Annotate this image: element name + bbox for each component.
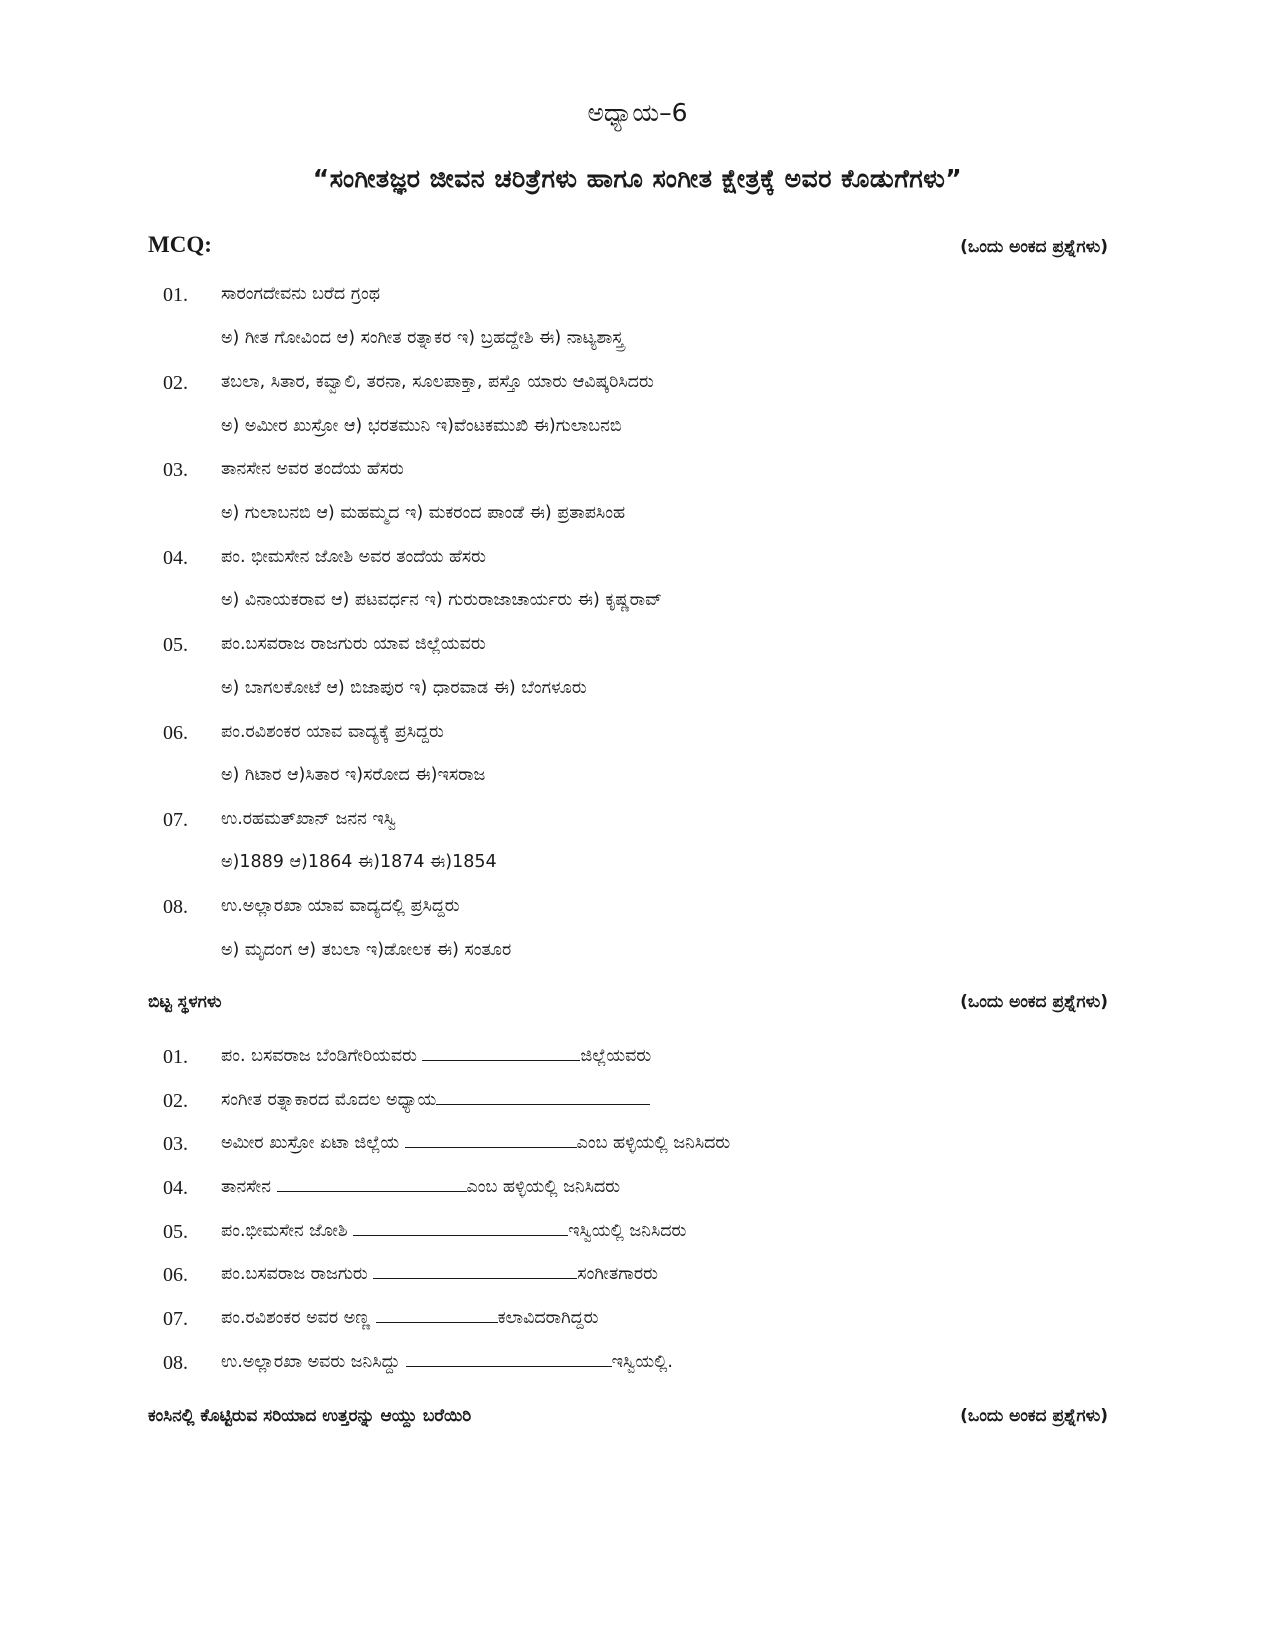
question-text: ಸಾರಂಗದೇವನು ಬರೆದ ಗ್ರಂಥ — [221, 284, 381, 304]
question-text-after: ಎಂಬ ಹಳ್ಳಿಯಲ್ಲಿ ಜನಿಸಿದರು — [466, 1177, 621, 1197]
question-number: 03. — [163, 1133, 188, 1155]
question-number: 06. — [163, 722, 188, 744]
mcq-options: ಅ) ಮೃದಂಗ ಆ) ತಬಲಾ ಇ)ಡೋಲಕ ಈ) ಸಂತೂರ — [221, 940, 512, 960]
mcq-heading: MCQ: — [148, 232, 212, 257]
question-text: ಪಂ.ಬಸವರಾಜ ರಾಜಗುರು — [221, 1264, 374, 1284]
mcq-options: ಅ)1889 ಆ)1864 ಈ)1874 ಈ)1854 — [221, 852, 497, 872]
bracket-marks-note: (ಒಂದು ಅಂಕದ ಪ್ರಶ್ನೆಗಳು) — [960, 1406, 1108, 1426]
question-number: 07. — [163, 809, 188, 831]
question-number: 02. — [163, 1090, 188, 1112]
answer-blank[interactable] — [373, 1264, 577, 1279]
question-number: 03. — [163, 459, 188, 481]
question-text-after: ಎಂಬ ಹಳ್ಳಿಯಲ್ಲಿ ಜನಿಸಿದರು — [576, 1133, 731, 1153]
question-text: ಪಂ. ಭೀಮಸೇನ ಜೋಶಿ ಅವರ ತಂದೆಯ ಹೆಸರು — [221, 547, 486, 567]
question-text-after: ಕಲಾವಿದರಾಗಿದ್ದರು — [497, 1308, 599, 1328]
question-text: ಉ.ಅಲ್ಲಾರಖಾ ಯಾವ ವಾದ್ಯದಲ್ಲಿ ಪ್ರಸಿದ್ದರು — [221, 896, 460, 916]
question-number: 04. — [163, 547, 188, 569]
mcq-options: ಅ) ವಿನಾಯಕರಾವ ಆ) ಪಟವರ್ಧನ ಇ) ಗುರುರಾಜಾಚಾರ್ಯರು ಈ) ಕೃಷ್ಣರಾವ್ — [221, 590, 662, 610]
bracket-heading: ಕಂಸಿನಲ್ಲಿ ಕೊಟ್ಟಿರುವ ಸರಿಯಾದ ಉತ್ತರನ್ನು ಆಯ್ದು ಬರೆಯಿರಿ — [148, 1406, 472, 1426]
question-number: 05. — [163, 1221, 188, 1243]
question-text: ಪಂ.ರವಿಶಂಕರ ಅವರ ಅಣ್ಣ — [221, 1308, 376, 1328]
answer-blank[interactable] — [405, 1133, 577, 1148]
question-number: 08. — [163, 1352, 188, 1374]
question-text: ಉ.ರಹಮತ್‌ಖಾನ್ ಜನನ ಇಸ್ವಿ — [221, 809, 397, 829]
mcq-marks-note: (ಒಂದು ಅಂಕದ ಪ್ರಶ್ನೆಗಳು) — [960, 237, 1108, 257]
answer-blank[interactable] — [376, 1308, 498, 1323]
question-text-after: ಇಸ್ವಿಯಲ್ಲಿ ಜನಿಸಿದರು — [568, 1221, 687, 1241]
question-text: ಪಂ.ಭೀಮಸೇನ ಜೋಶಿ — [221, 1221, 354, 1241]
fill-marks-note: (ಒಂದು ಅಂಕದ ಪ್ರಶ್ನೆಗಳು) — [960, 992, 1108, 1012]
answer-blank[interactable] — [406, 1352, 612, 1367]
answer-blank[interactable] — [353, 1221, 568, 1236]
question-text: ಪಂ. ಬಸವರಾಜ ಬೆಂಡಿಗೇರಿಯವರು — [221, 1046, 423, 1066]
mcq-options: ಅ) ಗಿಟಾರ ಆ)ಸಿತಾರ ಇ)ಸರೋದ ಈ)ಇಸರಾಜ — [221, 765, 486, 785]
question-text-after: ಇಸ್ವಿಯಲ್ಲಿ. — [611, 1352, 673, 1372]
answer-blank[interactable] — [277, 1177, 467, 1192]
mcq-section-header — [148, 232, 1108, 258]
mcq-options: ಅ) ಗುಲಾಬನಬಿ ಆ) ಮಹಮ್ಮದ ಇ) ಮಕರಂದ ಪಾಂಡೆ ಈ) ಪ್ರತಾಪಸಿಂಹ — [221, 503, 626, 523]
chapter-title: “ಸಂಗೀತಜ್ಞರ ಜೀವನ ಚರಿತ್ರೆಗಳು ಹಾಗೂ ಸಂಗೀತ ಕ್ಷೇತ್ರಕ್ಕೆ ಅವರ ಕೊಡುಗೆಗಳು” — [312, 164, 963, 193]
mcq-options: ಅ) ಬಾಗಲಕೋಟೆ ಆ) ಬಿಜಾಪುರ ಇ) ಧಾರವಾಡ ಈ) ಬೆಂಗಳೂರು — [221, 678, 587, 698]
question-text: ತಾನಸೇನ — [221, 1177, 277, 1197]
answer-blank[interactable] — [422, 1046, 580, 1061]
question-number: 05. — [163, 634, 188, 656]
fill-section-header — [148, 992, 1108, 1012]
question-number: 06. — [163, 1264, 188, 1286]
question-text: ಅಮೀರ ಖುಸ್ರೋ ಏಟಾ ಜಿಲ್ಲೆಯ — [221, 1133, 405, 1153]
chapter-heading: ಅಧ್ಯಾಯ–6 — [587, 98, 688, 127]
question-text-after: ಜಿಲ್ಲೆಯವರು — [580, 1046, 652, 1066]
bracket-section-header — [148, 1406, 1108, 1426]
question-number: 04. — [163, 1177, 188, 1199]
question-number: 01. — [163, 284, 188, 306]
fill-heading: ಬಿಟ್ಟ ಸ್ಥಳಗಳು — [148, 992, 222, 1012]
question-text: ತಾನಸೇನ ಅವರ ತಂದೆಯ ಹೆಸರು — [221, 459, 404, 479]
question-number: 08. — [163, 896, 188, 918]
mcq-options: ಅ) ಗೀತ ಗೋವಿಂದ ಆ) ಸಂಗೀತ ರತ್ನಾಕರ ಇ) ಬ್ರಹದ್ದೇಶಿ ಈ) ನಾಟ್ಯಶಾಸ್ತ್ರ — [221, 328, 624, 348]
question-text: ತಬಲಾ, ಸಿತಾರ, ಕವ್ವಾಲಿ, ತರನಾ, ಸೂಲಪಾಕ್ತಾ, ಪಸ್ತೊ ಯಾರು ಆವಿಷ್ಕರಿಸಿದರು — [221, 372, 654, 392]
question-number: 02. — [163, 372, 188, 394]
question-text: ಸಂಗೀತ ರತ್ನಾಕಾರದ ಮೊದಲ ಅಧ್ಯಾಯ — [221, 1090, 437, 1110]
question-text-after: ಸಂಗೀತಗಾರರು — [577, 1264, 658, 1284]
mcq-options: ಅ) ಅಮೀರ ಖುಸ್ರೋ ಆ) ಭರತಮುನಿ ಇ)ವೆಂಟಕಮುಖಿ ಈ)ಗುಲಾಬನಬಿ — [221, 416, 622, 436]
question-number: 01. — [163, 1046, 188, 1068]
answer-blank[interactable] — [436, 1090, 650, 1105]
question-text: ಉ.ಅಲ್ಲಾರಖಾ ಅವರು ಜನಿಸಿದ್ದು — [221, 1352, 406, 1372]
question-number: 07. — [163, 1308, 188, 1330]
question-text: ಪಂ.ಬಸವರಾಜ ರಾಜಗುರು ಯಾವ ಜಿಲ್ಲೆಯವರು — [221, 634, 486, 654]
question-text: ಪಂ.ರವಿಶಂಕರ ಯಾವ ವಾದ್ಯಕ್ಕೆ ಪ್ರಸಿದ್ದರು — [221, 722, 444, 742]
